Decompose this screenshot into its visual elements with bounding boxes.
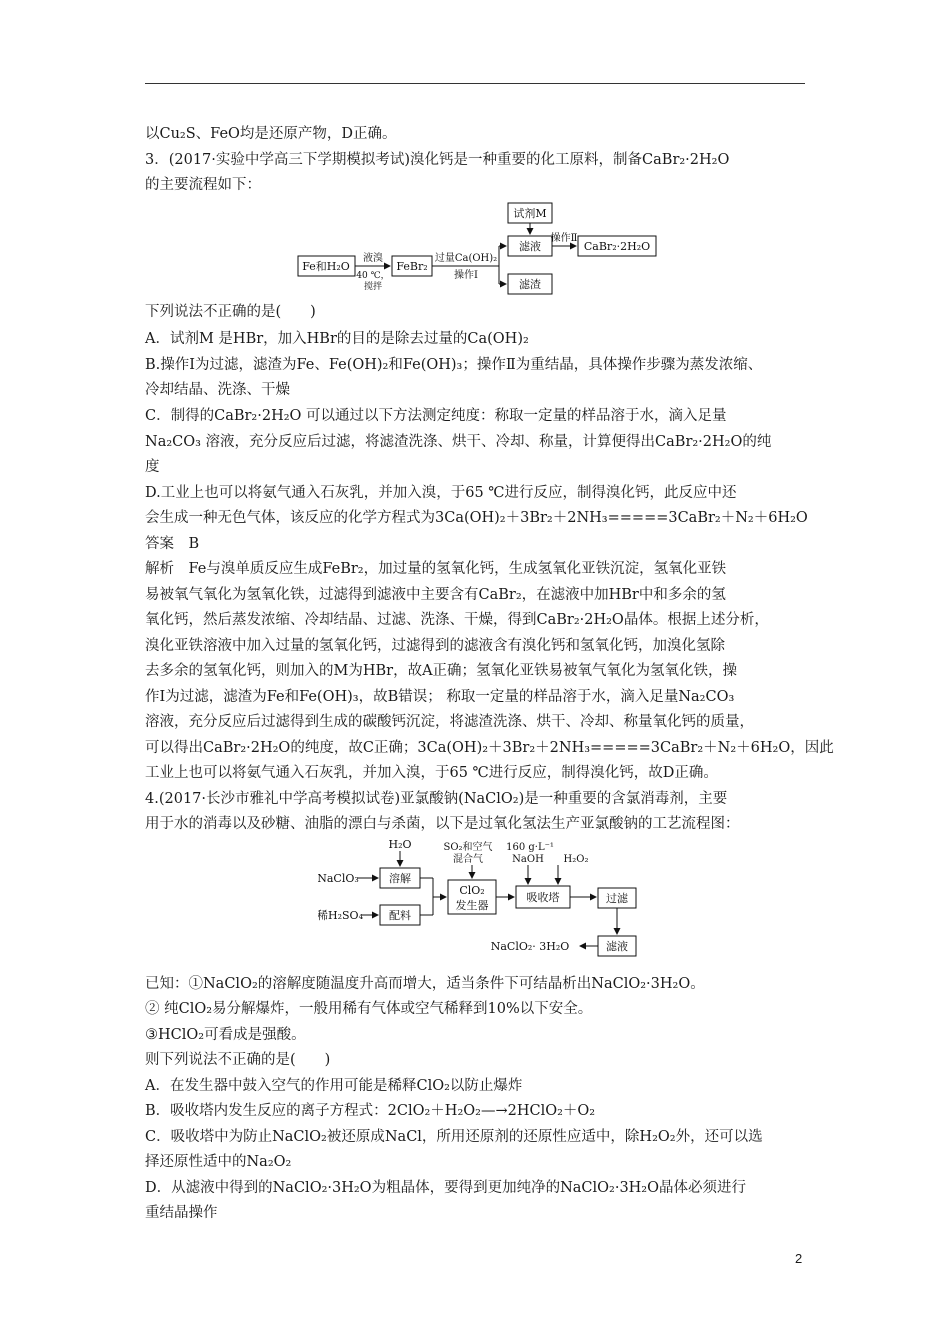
q4-option-a: A．在发生器中鼓入空气的作用可能是稀释ClO₂以防止爆炸: [145, 1078, 523, 1094]
analysis-line: 溶液，充分反应后过滤得到生成的碳酸钙沉淀，将滤渣洗涤、烘干、冷却、称量氧化钙的质量，: [145, 714, 754, 730]
flowchart-naclo2: [318, 838, 648, 966]
flow2-product: NaClO₂· 3H₂O: [490, 940, 570, 953]
flow2-naclo3: NaClO₃: [318, 872, 359, 885]
flow2-filter: 过滤: [606, 892, 628, 905]
analysis-line: 工业上也可以将氨气通入石灰乳，并加入溴，于65 ℃进行反应，制得溴化钙，故D正确。: [145, 765, 718, 781]
flow2-acid: 稀H₂SO₄: [318, 909, 363, 922]
analysis-line: 溴化亚铁溶液中加入过量的氢氧化钙，过滤得到的滤液含有溴化钙和氢氧化钙，加溴化氢除: [145, 638, 725, 654]
q4-option-d: D．从滤液中得到的NaClO₂·3H₂O为粗晶体，要得到更加纯净的NaClO₂·3H₂O晶体必须进行: [145, 1180, 747, 1196]
flow1-arrow3-top: 操作Ⅱ: [550, 233, 578, 244]
flow2-h2o: H₂O: [388, 838, 412, 851]
header-rule: [145, 83, 805, 84]
question-4-stem: 4.(2017·长沙市雅礼中学高考模拟试卷)亚氯酸钠(NaClO₂)是一种重要的含氯消毒剂，主要: [145, 791, 728, 807]
flow2-prepare: 配料: [389, 909, 411, 922]
text-line: 的主要流程如下：: [145, 177, 261, 193]
flow2-filtrate: 滤液: [606, 940, 628, 953]
known-2: ② 纯ClO₂易分解爆炸，一般用稀有气体或空气稀释到10%以下安全。: [145, 1001, 593, 1017]
page-number: 2: [795, 1251, 803, 1266]
known-1: 已知：①NaClO₂的溶解度随温度升高而增大，适当条件下可结晶析出NaClO₂·3H₂O。: [145, 976, 705, 992]
flow2-so2-1: SO₂和空气: [443, 842, 493, 853]
option-d-cont: 会生成一种无色气体，该反应的化学方程式为3Ca(OH)₂＋3Br₂＋2NH₃=====3CaBr₂＋N₂＋6H₂O: [145, 510, 808, 526]
option-b: B.操作Ⅰ为过滤，滤渣为Fe、Fe(OH)₂和Fe(OH)₃；操作Ⅱ为重结晶，具体操作步骤为蒸发浓缩、: [145, 357, 763, 373]
analysis-line: 易被氧气氧化为氢氧化铁，过滤得到滤液中主要含有CaBr₂，在滤液中加HBr中和多余的氢: [145, 587, 726, 603]
question-4-stem-cont: 用于水的消毒以及砂糖、油脂的漂白与杀菌，以下是过氧化氢法生产亚氯酸钠的工艺流程图：: [145, 816, 740, 832]
question-3-stem: 3．(2017·实验中学高三下学期模拟考试)溴化钙是一种重要的化工原料，制备CaBr₂·2H₂O: [145, 152, 730, 168]
analysis-line: 作Ⅰ为过滤，滤渣为Fe和Fe(OH)₃，故B错误； 称取一定量的样品溶于水，滴入足量Na₂CO₃: [145, 689, 735, 705]
analysis-line: 可以得出CaBr₂·2H₂O的纯度，故C正确；3Ca(OH)₂＋3Br₂＋2NH₃=====3CaBr₂＋N₂＋6H₂O，因此: [145, 740, 834, 756]
flow2-absorber: 吸收塔: [526, 891, 560, 904]
question-3-prompt: 下列说法不正确的是( ): [145, 304, 316, 320]
flow1-arrow2-bottom: 操作Ⅰ: [454, 270, 478, 281]
q4-option-c: C．吸收塔中为防止NaClO₂被还原成NaCl，所用还原剂的还原性应适中，除H₂O₂外，还可以选: [145, 1129, 763, 1145]
flow2-gen2: 发生器: [455, 899, 489, 912]
flow2-dissolve: 溶解: [389, 872, 411, 885]
option-c-cont: 度: [145, 459, 160, 475]
flowchart-cabr2: [296, 198, 666, 302]
flow1-arrow1-bottom2: 搅拌: [363, 282, 383, 292]
q4-option-c-cont: 择还原性适中的Na₂O₂: [145, 1154, 292, 1170]
flow2-naoh: NaOH: [512, 854, 544, 865]
answer: 答案 B: [145, 536, 200, 552]
text-line: 以Cu₂S、FeO均是还原产物，D正确。: [145, 126, 397, 142]
option-a: A．试剂M 是HBr，加入HBr的目的是除去过量的Ca(OH)₂: [145, 331, 529, 347]
analysis-line: 氧化钙，然后蒸发浓缩、冷却结晶、过滤、洗涤、干燥，得到CaBr₂·2H₂O晶体。根据上述分析，: [145, 612, 769, 628]
q4-option-d-cont: 重结晶操作: [145, 1205, 218, 1221]
flow1-residue: 滤渣: [519, 278, 541, 291]
flow1-start: Fe和H₂O: [302, 260, 350, 273]
flow2-gen1: ClO₂: [459, 884, 485, 897]
flow2-so2-2: 混合气: [453, 854, 483, 865]
flow2-naoh-conc: 160 g·L⁻¹: [506, 842, 554, 853]
q4-option-b: B．吸收塔内发生反应的离子方程式：2ClO₂＋H₂O₂—→2HClO₂＋O₂: [145, 1103, 596, 1119]
flow2-h2o2: H₂O₂: [563, 854, 589, 865]
flow1-arrow2-top: 过量Ca(OH)₂: [434, 253, 498, 264]
analysis-line: 去多余的氢氧化钙，则加入的M为HBr，故A正确；氢氧化亚铁易被氧气氧化为氢氧化铁，操: [145, 663, 738, 679]
flow1-arrow1-bottom1: 40 ℃，: [356, 271, 390, 281]
flow1-product: CaBr₂·2H₂O: [583, 240, 651, 253]
flow1-febr2: FeBr₂: [396, 260, 428, 273]
flow1-filtrate: 滤液: [519, 240, 541, 253]
option-c: C．制得的CaBr₂·2H₂O 可以通过以下方法测定纯度：称取一定量的样品溶于水，滴入足量: [145, 408, 727, 424]
option-c-cont: Na₂CO₃ 溶液，充分反应后过滤，将滤渣洗涤、烘干、冷却、称量，计算便得出CaBr₂·2H₂O的纯: [145, 434, 772, 450]
flow1-arrow1-top: 液溴: [363, 253, 383, 264]
known-3: ③HClO₂可看成是强酸。: [145, 1027, 306, 1043]
analysis: 解析 Fe与溴单质反应生成FeBr₂，加过量的氢氧化钙，生成氢氧化亚铁沉淀，氢氧化亚铁: [145, 561, 727, 577]
option-d: D.工业上也可以将氨气通入石灰乳，并加入溴，于65 ℃进行反应，制得溴化钙，此反应中还: [145, 485, 737, 501]
flow1-reagent-m: 试剂M: [513, 207, 547, 220]
option-b-cont: 冷却结晶、洗涤、干燥: [145, 382, 290, 398]
question-4-prompt: 则下列说法不正确的是( ): [145, 1052, 331, 1068]
